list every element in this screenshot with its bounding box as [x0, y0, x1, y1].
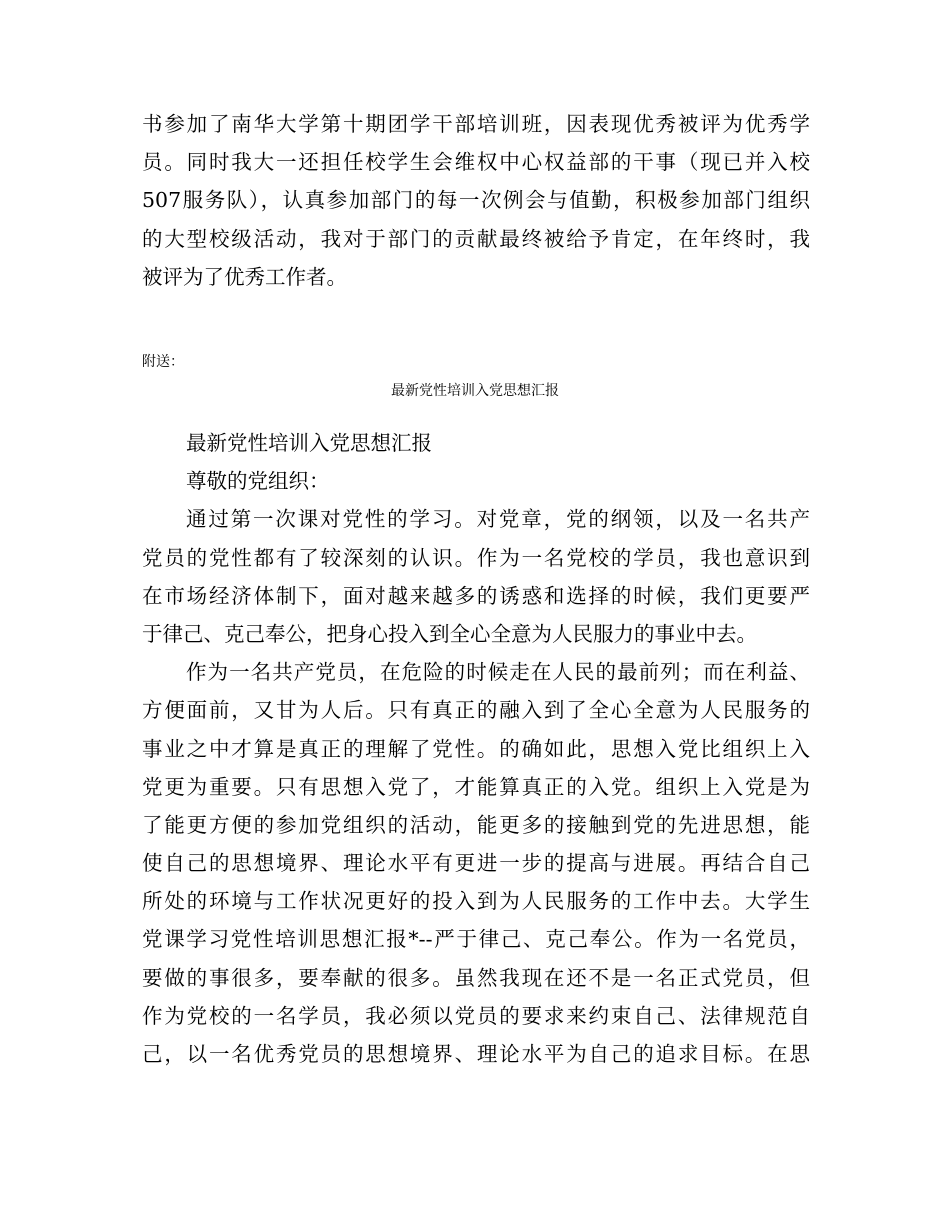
paragraph-1-line-4: 于律己、克己奉公，把身心投入到全心全意为人民服力的事业中去。	[142, 621, 757, 646]
paragraph-1-line-2: 党员的党性都有了较深刻的认识。作为一名党校的学员，我也意识到	[142, 545, 810, 570]
paragraph-1-line-3: 在市场经济体制下，面对越来越多的诱惑和选择的时候，我们更要严	[142, 583, 810, 608]
intro-line-5: 被评为了优秀工作者。	[142, 264, 347, 289]
report-body	[142, 424, 810, 1073]
paragraph-2-line-2: 方便面前，又甘为人后。只有真正的融入到了全心全意为人民服务的	[142, 698, 810, 723]
intro-line-2: 员。同时我大一还担任校学生会维权中心权益部的干事（现已并入校	[142, 150, 810, 175]
paragraph-2-line-5: 了能更方便的参加党组织的活动，能更多的接触到党的先进思想，能	[142, 812, 810, 837]
intro-line-3: 507服务队），认真参加部门的每一次例会与值勤，积极参加部门组织	[142, 188, 810, 213]
salutation: 尊敬的党组织：	[186, 469, 330, 494]
paragraph-2-line-4: 党更为重要。只有思想入党了，才能算真正的入党。组织上入党是为	[142, 774, 810, 799]
paragraph-1	[142, 500, 810, 653]
paragraph-2-line-9: 要做的事很多，要奉献的很多。虽然我现在还不是一名正式党员，但	[142, 965, 810, 990]
intro-paragraph	[142, 105, 810, 296]
paragraph-2-line-1: 作为一名共产党员，在危险的时候走在人民的最前列；而在利益、	[186, 660, 810, 685]
paragraph-2-line-3: 事业之中才算是真正的理解了党性。的确如此，思想入党比组织上入	[142, 736, 810, 761]
intro-line-1: 书参加了南华大学第十期团学干部培训班，因表现优秀被评为优秀学	[142, 112, 810, 136]
paragraph-2-line-7: 所处的环境与工作状况更好的投入到为人民服务的工作中去。大学生	[142, 889, 810, 914]
paragraph-2-line-10: 作为党校的一名学员，我必须以党员的要求来约束自己、法律规范自	[142, 1003, 810, 1028]
paragraph-2-line-11: 己，以一名优秀党员的思想境界、理论水平为自己的追求目标。在思	[142, 1042, 810, 1066]
paragraph-2-line-8: 党课学习党性培训思想汇报*--严于律己、克己奉公。作为一名党员，	[142, 927, 810, 952]
doc-heading: 最新党性培训入党思想汇报	[186, 431, 432, 455]
intro-line-4: 的大型校级活动，我对于部门的贡献最终被给予肯定，在年终时，我	[142, 226, 810, 251]
paragraph-2	[142, 653, 810, 1073]
paragraph-1-line-1: 通过第一次课对党性的学习。对党章，党的纲领，以及一名共产	[186, 507, 810, 532]
appendix-title: 最新党性培训入党思想汇报	[391, 383, 559, 399]
appendix-label: 附送：	[142, 354, 184, 370]
paragraph-2-line-6: 使自己的思想境界、理论水平有更进一步的提高与进展。再结合自己	[142, 851, 810, 876]
